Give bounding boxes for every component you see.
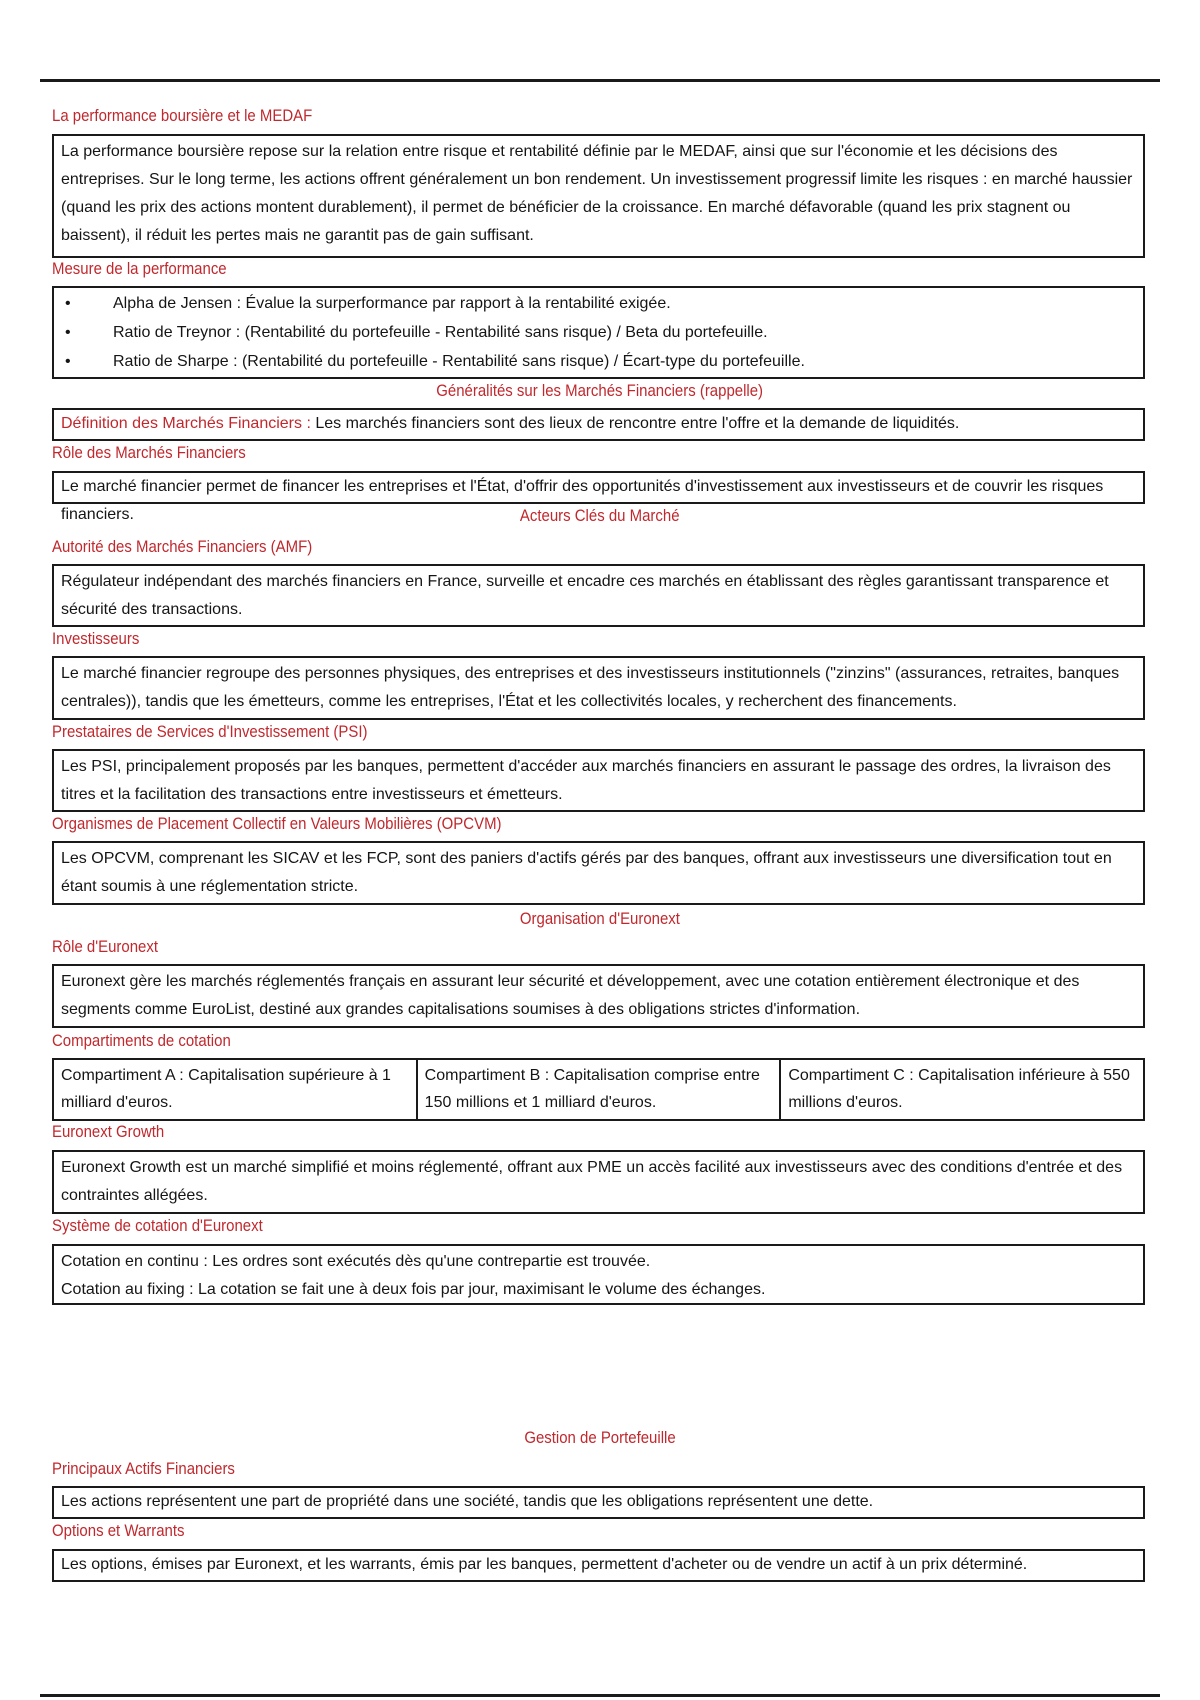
systeme-box: [52, 1244, 1145, 1305]
growth-box: [52, 1150, 1145, 1214]
systeme-line-continu: Cotation en continu : Les ordres sont exécutés dès qu'une contrepartie est trouvée.: [61, 1253, 651, 1270]
role-euronext-text: Euronext gère les marchés réglementés français en assurant leur sécurité et développement, avec une cotation entièrement électronique et des segments comme EuroList, destiné aux grandes capitalisations soumises à des obligations strictes d'information.: [61, 973, 1080, 1018]
section-title-gestion: Gestion de Portefeuille: [524, 1428, 676, 1447]
mesure-box: [52, 286, 1145, 379]
top-rule: [40, 79, 1160, 82]
compartiment-b-cell: Compartiment B : Capitalisation comprise entre 150 millions et 1 milliard d'euros.: [418, 1060, 782, 1119]
role-text: Le marché financier permet de financer les entreprises et l'État, d'offrir des opportunités d'investissement aux investisseurs et de couvrir les risques financiers.: [61, 478, 1104, 523]
compartiment-c-cell: Compartiment C : Capitalisation inférieure à 550 millions d'euros.: [788, 1067, 1130, 1111]
opcvm-box: [52, 841, 1145, 905]
amf-box: [52, 564, 1145, 627]
growth-text: Euronext Growth est un marché simplifié et moins réglementé, offrant aux PME un accès facilité aux investisseurs avec des conditions d'entrée et des contraintes allégées.: [61, 1159, 1123, 1204]
section-title-options: Options et Warrants: [52, 1521, 185, 1540]
compartiment-a-cell: Compartiment A : Capitalisation supérieure à 1 milliard d'euros.: [54, 1060, 418, 1119]
section-title-growth: Euronext Growth: [52, 1122, 165, 1141]
section-title-compartiments: Compartiments de cotation: [52, 1031, 231, 1050]
section-title-investisseurs: Investisseurs: [52, 629, 140, 648]
role-euronext-box: [52, 964, 1145, 1028]
section-title-acteurs: Acteurs Clés du Marché: [520, 506, 680, 525]
list-item: • Ratio de Sharpe : (Rentabilité du portefeuille - Rentabilité sans risque) / Écart-type du portefeuille.: [61, 347, 1136, 376]
section-title-generalites: Généralités sur les Marchés Financiers (rappelle): [436, 381, 764, 400]
section-title-org-euronext: Organisation d'Euronext: [519, 909, 681, 928]
definition-label: Définition des Marchés Financiers :: [61, 415, 311, 432]
section-title-psi: Prestataires de Services d'Investissement (PSI): [52, 722, 368, 741]
performance-text: La performance boursière repose sur la relation entre risque et rentabilité définie par le MEDAF, ainsi que sur l'économie et les décisions des entreprises. Sur le long terme, les actions offrent généralement un bon rendement. Un investissement progressif limite les risques : en marché haussier (quand les prix des actions montent durablement), il permet de bénéficier de la croissance. En marché défavorable (quand les prix stagnent ou baissent), il réduit les pertes mais ne garantit pas de gain suffisant.: [61, 143, 1133, 244]
section-title-role: Rôle des Marchés Financiers: [52, 443, 246, 462]
bottom-rule: [40, 1694, 1160, 1697]
options-text: Les options, émises par Euronext, et les warrants, émis par les banques, permettent d'acheter ou de vendre un actif à un prix déterminé.: [61, 1556, 1028, 1573]
actifs-box: [52, 1486, 1145, 1519]
psi-text: Les PSI, principalement proposés par les banques, permettent d'accéder aux marchés financiers en assurant le passage des ordres, la livraison des titres et la facilitation des transactions entre investisseurs et émetteurs.: [61, 758, 1111, 803]
amf-text: Régulateur indépendant des marchés financiers en France, surveille et encadre ces marchés en établissant des règles garantissant transparence et sécurité des transactions.: [61, 573, 1109, 618]
section-title-actifs: Principaux Actifs Financiers: [52, 1459, 235, 1478]
list-item: • Alpha de Jensen : Évalue la surperformance par rapport à la rentabilité exigée.: [61, 289, 1136, 318]
section-title-role-euronext: Rôle d'Euronext: [52, 937, 158, 956]
section-title-opcvm: Organismes de Placement Collectif en Valeurs Mobilières (OPCVM): [52, 814, 502, 833]
performance-box: [52, 134, 1145, 258]
investisseurs-box: [52, 656, 1145, 720]
actifs-text: Les actions représentent une part de propriété dans une société, tandis que les obligations représentent une dette.: [61, 1493, 874, 1510]
investisseurs-text: Le marché financier regroupe des personnes physiques, des entreprises et des investisseurs institutionnels ("zinzins" (assurances, retraites, banques centrales)), tandis que les émetteurs, comme les entreprises, l'État et les collectivités locales, y recherchent des financements.: [61, 665, 1120, 710]
options-box: [52, 1549, 1145, 1582]
section-title-mesure: Mesure de la performance: [52, 259, 227, 278]
systeme-line-fixing: Cotation au fixing : La cotation se fait une à deux fois par jour, maximisant le volume des échanges.: [61, 1281, 766, 1298]
section-title-systeme: Système de cotation d'Euronext: [52, 1216, 263, 1235]
definition-box: [52, 408, 1145, 441]
mesure-list: [61, 289, 1136, 376]
section-title-performance: La performance boursière et le MEDAF: [52, 106, 313, 125]
compartiments-table: [52, 1058, 1145, 1121]
section-title-amf: Autorité des Marchés Financiers (AMF): [52, 537, 313, 556]
psi-box: [52, 749, 1145, 812]
definition-text: Les marchés financiers sont des lieux de rencontre entre l'offre et la demande de liquidités.: [315, 415, 960, 432]
opcvm-text: Les OPCVM, comprenant les SICAV et les FCP, sont des paniers d'actifs gérés par des banques, offrant aux investisseurs une diversification tout en étant soumis à une réglementation stricte.: [61, 850, 1112, 895]
list-item: • Ratio de Treynor : (Rentabilité du portefeuille - Rentabilité sans risque) / Beta du portefeuille.: [61, 318, 1136, 347]
